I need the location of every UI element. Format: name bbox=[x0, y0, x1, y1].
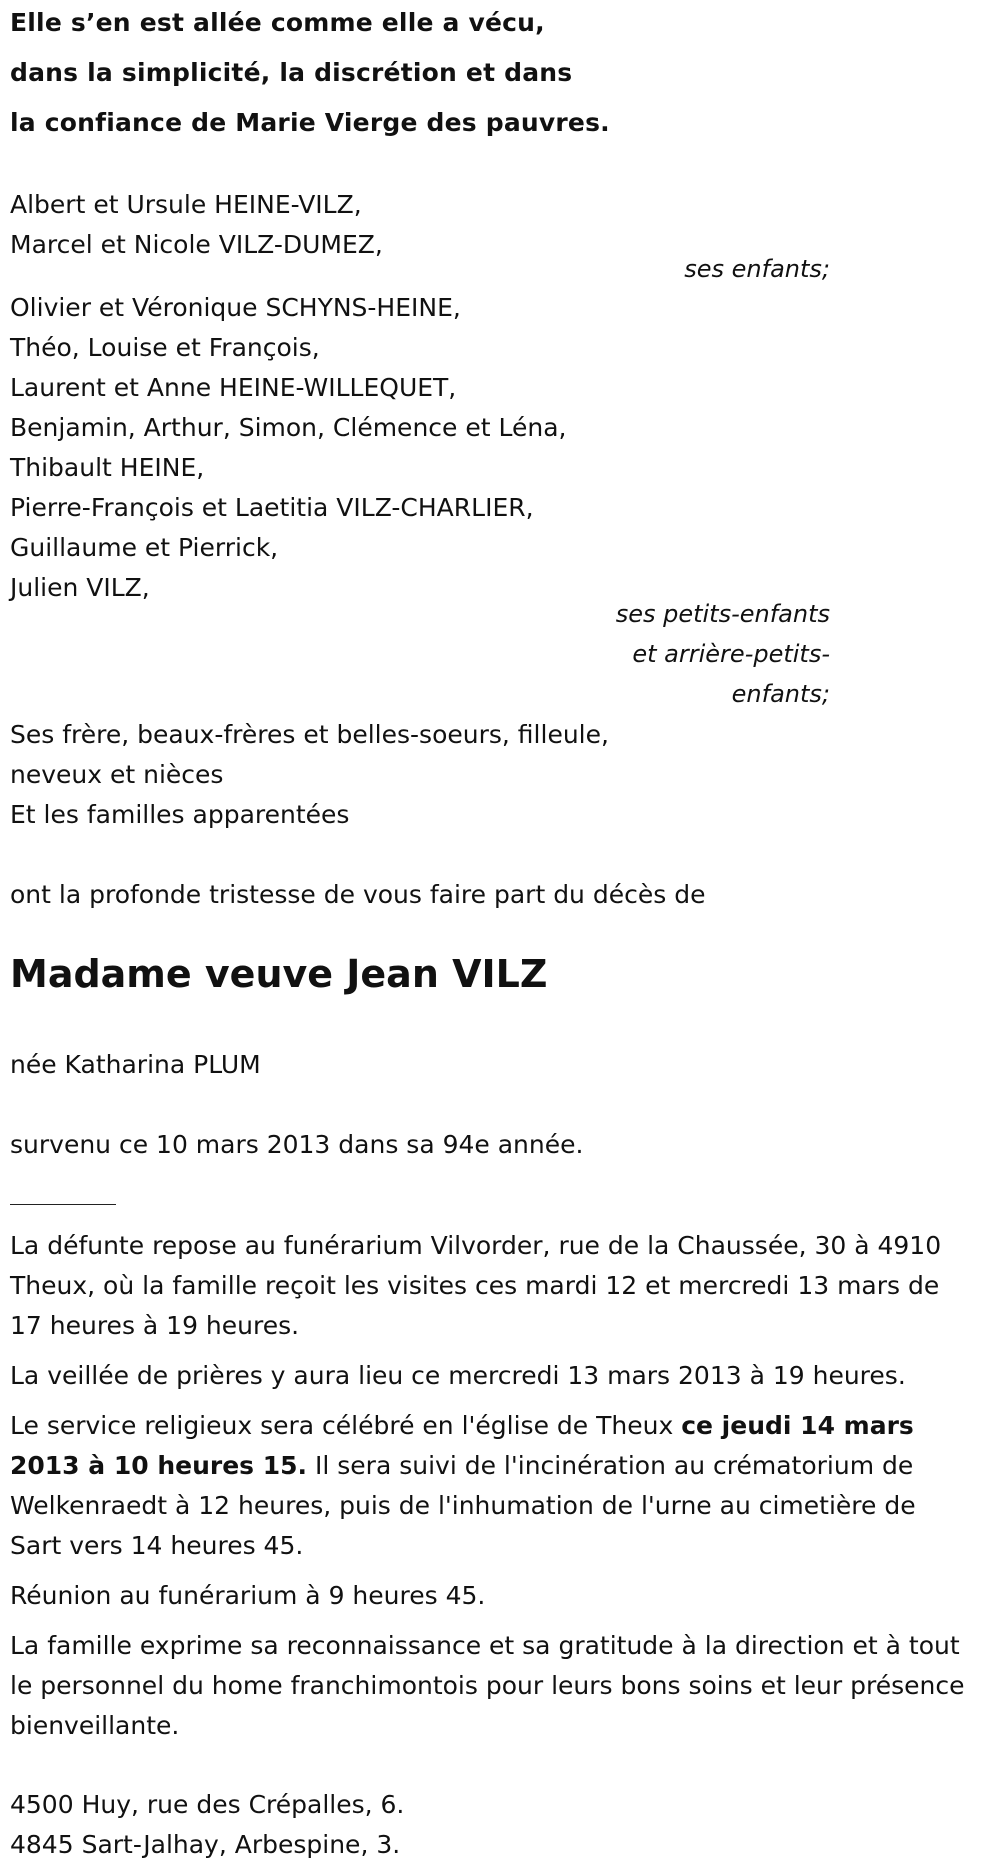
service-text: Il sera suivi de l'incinération au crématorium de Welkenraedt à 12 heures, puis de l'inhumation de l'urne au cimetière de Sart vers 14 heures 45. bbox=[10, 1451, 916, 1560]
address-line: 4845 Sart-Jalhay, Arbespine, 3. bbox=[10, 1830, 401, 1859]
grandchild-name: Olivier et Véronique SCHYNS-HEINE, bbox=[10, 293, 461, 322]
grandchild-name: Pierre-François et Laetitia VILZ-CHARLIER, bbox=[10, 493, 534, 522]
children-role: ses enfants; bbox=[684, 255, 830, 283]
grandchildren-role: et arrière-petits- bbox=[632, 640, 830, 668]
service-date: ce jeudi 14 mars 2013 à 10 heures 15. bbox=[10, 1411, 914, 1480]
grandchildren-role: enfants; bbox=[731, 680, 830, 708]
service-paragraph bbox=[10, 1406, 970, 1566]
children-name: Marcel et Nicole VILZ-DUMEZ, bbox=[10, 230, 383, 259]
service-text: Le service religieux sera célébré en l'église de Theux bbox=[10, 1411, 682, 1440]
quote-line: Elle s’en est allée comme elle a vécu, bbox=[10, 8, 545, 37]
separator bbox=[10, 1204, 116, 1205]
meeting-paragraph: Réunion au funérarium à 9 heures 45. bbox=[10, 1581, 486, 1610]
relatives-line: Ses frère, beaux-frères et belles-soeurs, filleule, bbox=[10, 720, 609, 749]
announcement: ont la profonde tristesse de vous faire part du décès de bbox=[10, 880, 706, 909]
repose-paragraph: La défunte repose au funérarium Vilvorder, rue de la Chaussée, 30 à 4910 Theux, où la famille reçoit les visites ces mardi 12 et mercredi 13 mars de 17 heures à 19 heures. bbox=[10, 1231, 942, 1340]
deceased-name: Madame veuve Jean VILZ bbox=[10, 952, 548, 996]
address-line: 4500 Huy, rue des Crépalles, 6. bbox=[10, 1790, 405, 1819]
grandchild-name: Théo, Louise et François, bbox=[10, 333, 320, 362]
quote-line: la confiance de Marie Vierge des pauvres. bbox=[10, 108, 610, 137]
relatives-line: Et les familles apparentées bbox=[10, 800, 350, 829]
birth-name: née Katharina PLUM bbox=[10, 1050, 261, 1079]
grandchild-name: Benjamin, Arthur, Simon, Clémence et Léna, bbox=[10, 413, 567, 442]
grandchildren-role: ses petits-enfants bbox=[615, 600, 830, 628]
grandchild-name: Laurent et Anne HEINE-WILLEQUET, bbox=[10, 373, 457, 402]
grandchild-name: Julien VILZ, bbox=[10, 573, 150, 602]
death-notice: survenu ce 10 mars 2013 dans sa 94e année. bbox=[10, 1130, 584, 1159]
grandchild-name: Guillaume et Pierrick, bbox=[10, 533, 279, 562]
relatives-line: neveux et nièces bbox=[10, 760, 224, 789]
children-name: Albert et Ursule HEINE-VILZ, bbox=[10, 190, 362, 219]
gratitude-paragraph: La famille exprime sa reconnaissance et sa gratitude à la direction et à tout le personnel du home franchimontois pour leurs bons soins et leur présence bienveillante. bbox=[10, 1631, 965, 1740]
quote-line: dans la simplicité, la discrétion et dans bbox=[10, 58, 573, 87]
grandchild-name: Thibault HEINE, bbox=[10, 453, 205, 482]
vigil-paragraph: La veillée de prières y aura lieu ce mercredi 13 mars 2013 à 19 heures. bbox=[10, 1361, 906, 1390]
